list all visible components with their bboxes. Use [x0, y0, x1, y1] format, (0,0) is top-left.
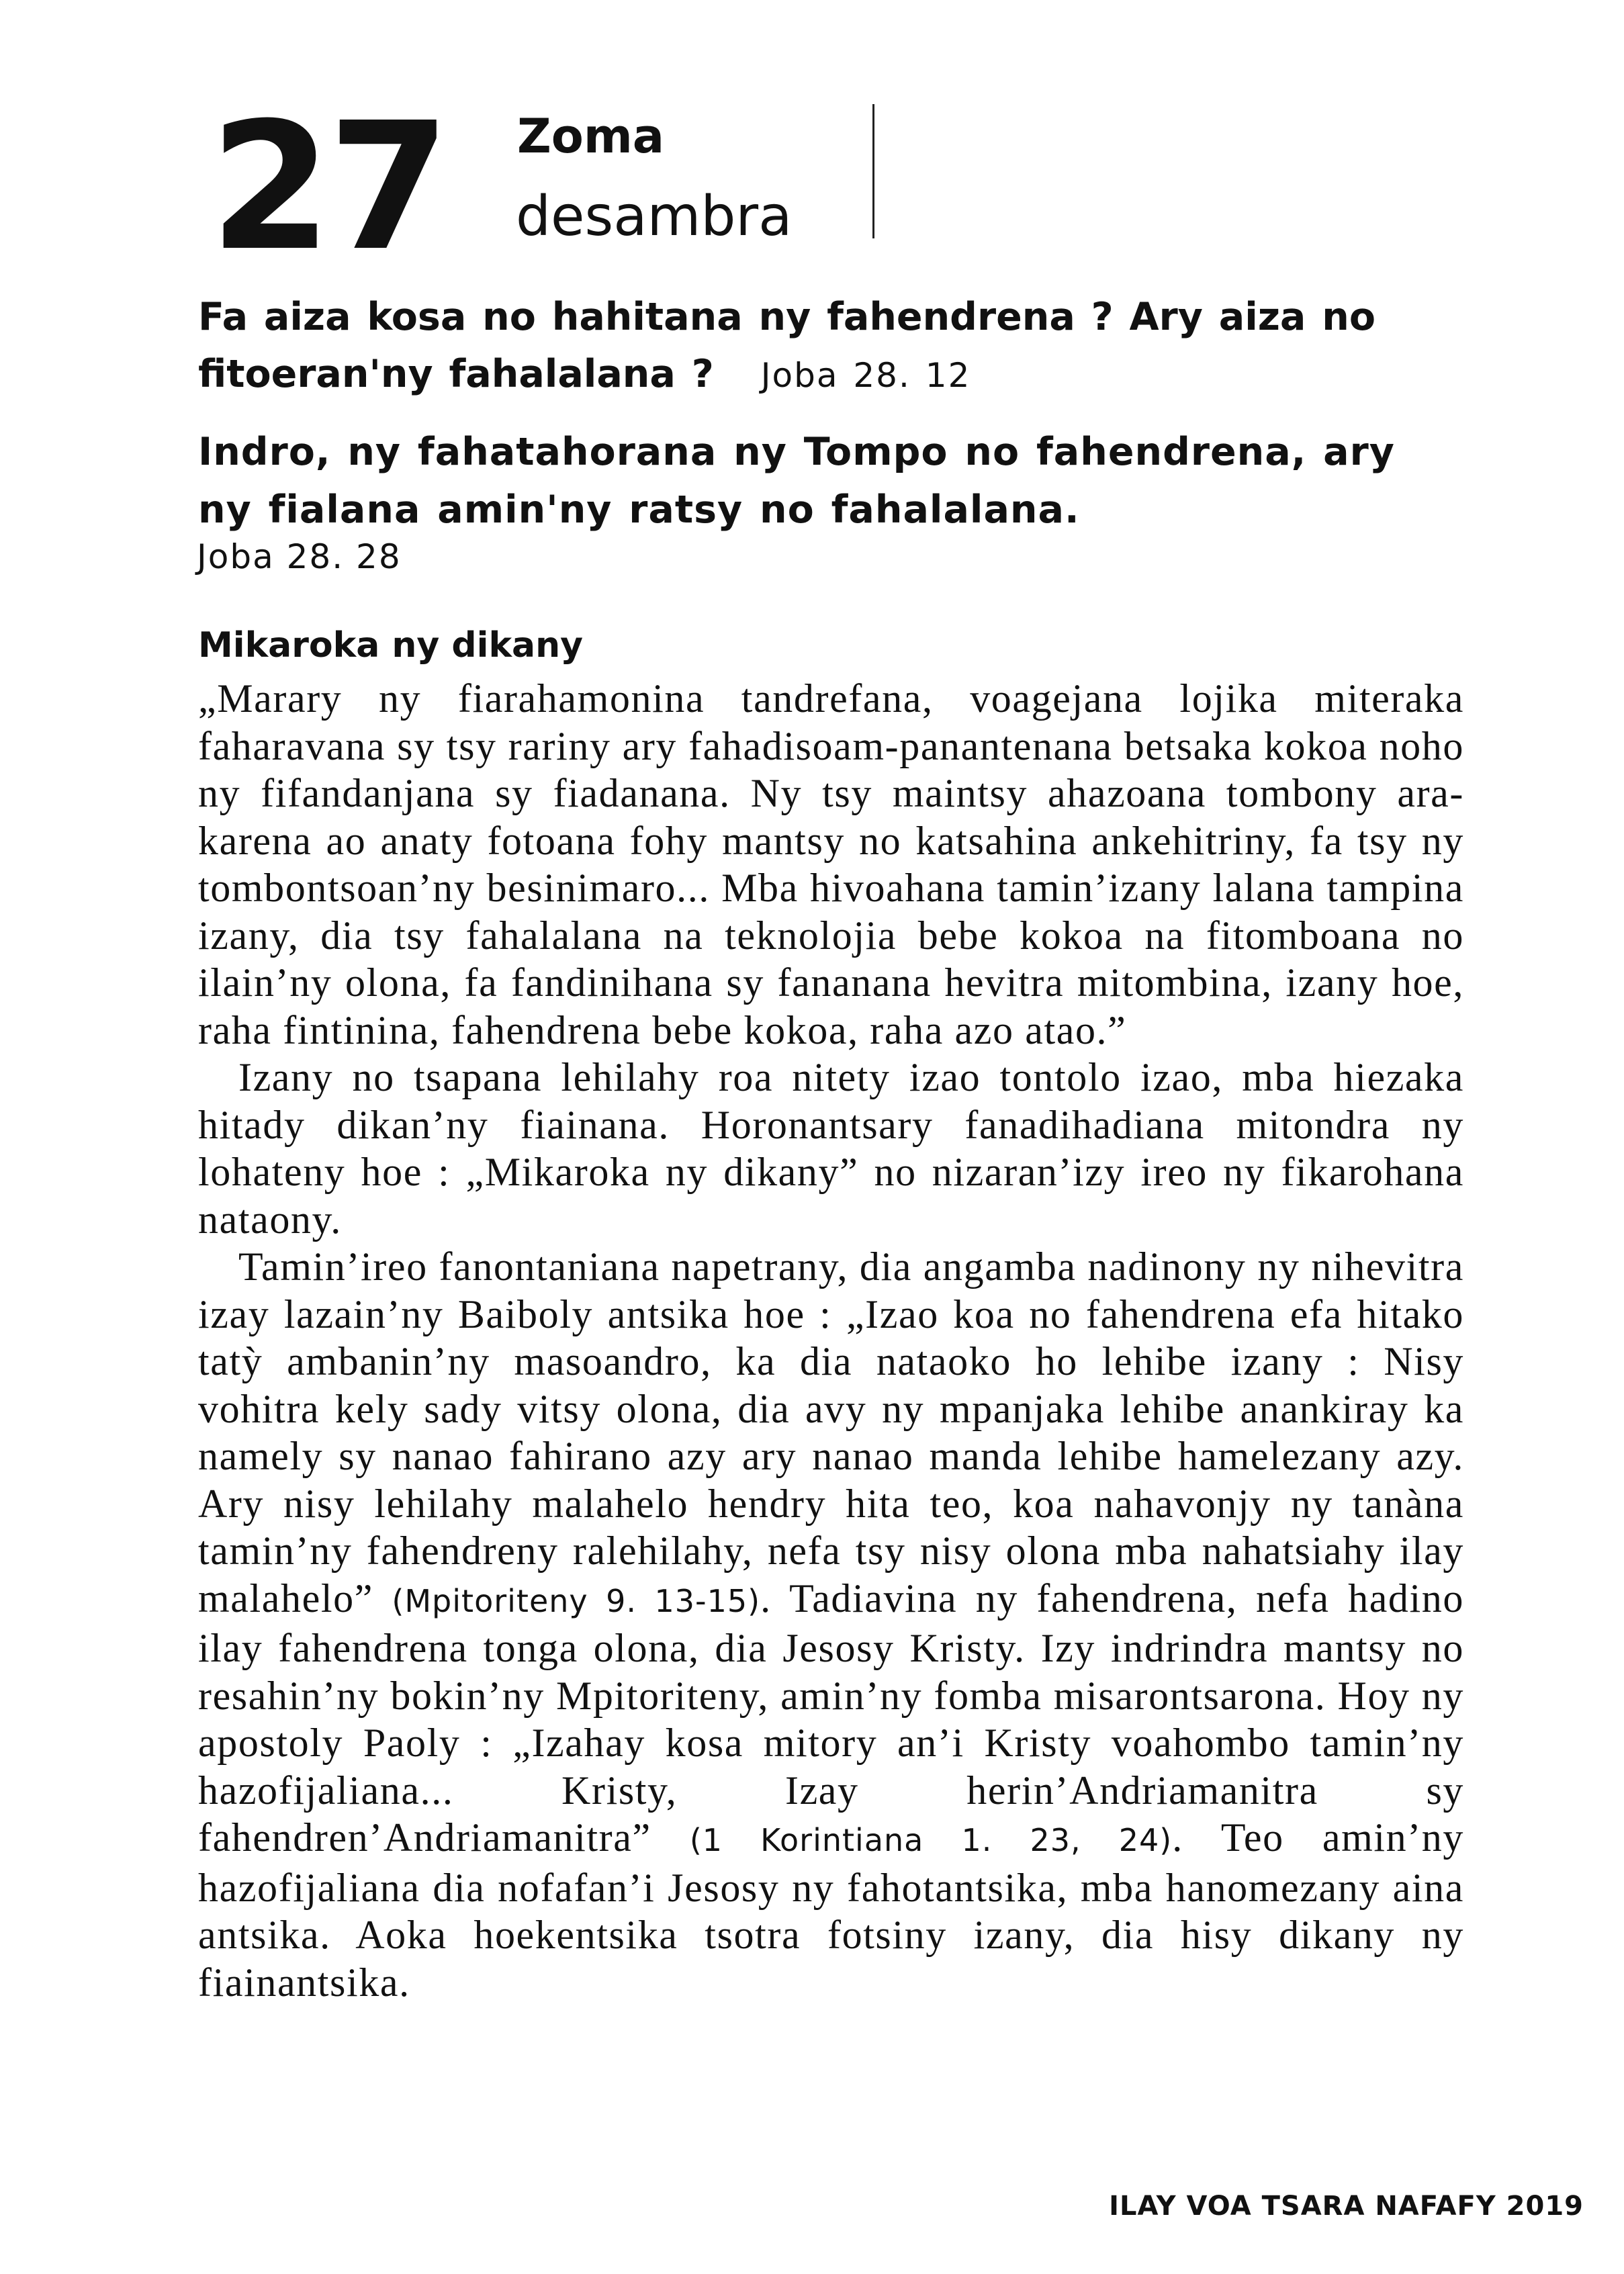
verse-answer [198, 423, 1461, 539]
section-heading: Mikaroka ny dikany [198, 625, 584, 666]
verse-answer-reference: Joba 28. 28 [197, 537, 402, 576]
devotional-body [198, 675, 1464, 2006]
weekday-label: Zoma [517, 109, 665, 164]
body-paragraph-3-part-2: . Tadiavina ny fahendrena, nefa hadino ilay fahendrena tonga olona, dia Jesosy Kristy. Izy indrindra mantsy no resahin’ny bokin’ny Mpitoriteny, amin’ny fomba misarontsarona. Hoy ny apostoly Paoly : „Izahay kosa mitory an’i Kristy voahombo tamin’ny hazofijaliana... Kristy, Izay herin’Andriamanitra sy fahendren’Andriamanitra” [198, 1576, 1464, 1860]
month-label: desambra [516, 185, 793, 248]
body-paragraph-3-part-1: Tamin’ireo fanontaniana napetrany, dia angamba nadinony ny nihevitra izay lazain’ny Baiboly antsika hoe : „Izao koa no fahendrena efa hitako tatỳ ambanin’ny masoandro, ka dia nataoko ho lehibe izany : Nisy vohitra kely sady vitsy olona, dia avy ny mpanjaka lehibe anankiray ka namely sy nanao fahirano azy ary nanao manda lehibe hamelezany azy. Ary nisy lehilahy malahelo hendry hita teo, koa nahavonjy ny tanàna tamin’ny fahendreny ralehilahy, nefa tsy nisy olona mba nahatsiahy ilay malahelo” [198, 1244, 1464, 1621]
body-paragraph-1: „Marary ny fiarahamonina tandrefana, voagejana lojika miteraka faharavana sy tsy rariny ary fahadisoam-panantenana betsaka kokoa noho ny fifandanjana sy fiadanana. Ny tsy maintsy ahazoana tombony ara-karena ao anaty fotoana fohy mantsy no katsahina ankehitriny, fa tsy ny tombontsoan’ny besinimaro... Mba hivoahana tamin’izany lalana tampina izany, dia tsy fahalalana na teknolojia bebe kokoa na fitomboana no ilain’ny olona, fa fandinihana sy fananana hevitra mitombina, izany hoe, raha fintinina, fahendrena bebe kokoa, raha azo atao.” [198, 676, 1464, 1052]
body-paragraph-3-part-3: . Teo amin’ny hazofijaliana dia nofafan’i Jesosy ny fahotantsika, mba hanomezany aina antsika. Aoka hoekentsika tsotra fotsiny izany, dia hisy dikany ny fiainantsika. [198, 1815, 1464, 2005]
body-paragraph-3 [198, 1243, 1464, 2006]
body-paragraph-2: Izany no tsapana lehilahy roa nitety izao tontolo izao, mba hiezaka hitady dikan’ny fiainana. Horonantsary fanadihadiana mitondra ny lohateny hoe : „Mikaroka ny dikany” no nizaran’izy ireo ny fikarohana nataony. [198, 1055, 1464, 1242]
day-number: 27 [210, 85, 447, 289]
verse-question-reference: Joba 28. 12 [760, 356, 971, 395]
scripture-citation-ecclesiastes: (Mpitoriteny 9. 13-15) [392, 1582, 761, 1619]
verse-answer-text: Indro, ny fahatahorana ny Tompo no fahendrena, ary ny fialana amin'ny ratsy no fahalalana. [198, 430, 1395, 532]
verse-question-text: Fa aiza kosa no hahitana ny fahendrena ? Ary aiza no fitoeran'ny fahalalana ? [198, 295, 1375, 396]
header-divider [872, 104, 874, 238]
footer-publication-title: ILAY VOA TSARA NAFAFY 2019 [1109, 2191, 1584, 2222]
scripture-citation-corinthians: (1 Korintiana 1. 23, 24) [689, 1822, 1173, 1858]
verse-question [198, 289, 1461, 404]
